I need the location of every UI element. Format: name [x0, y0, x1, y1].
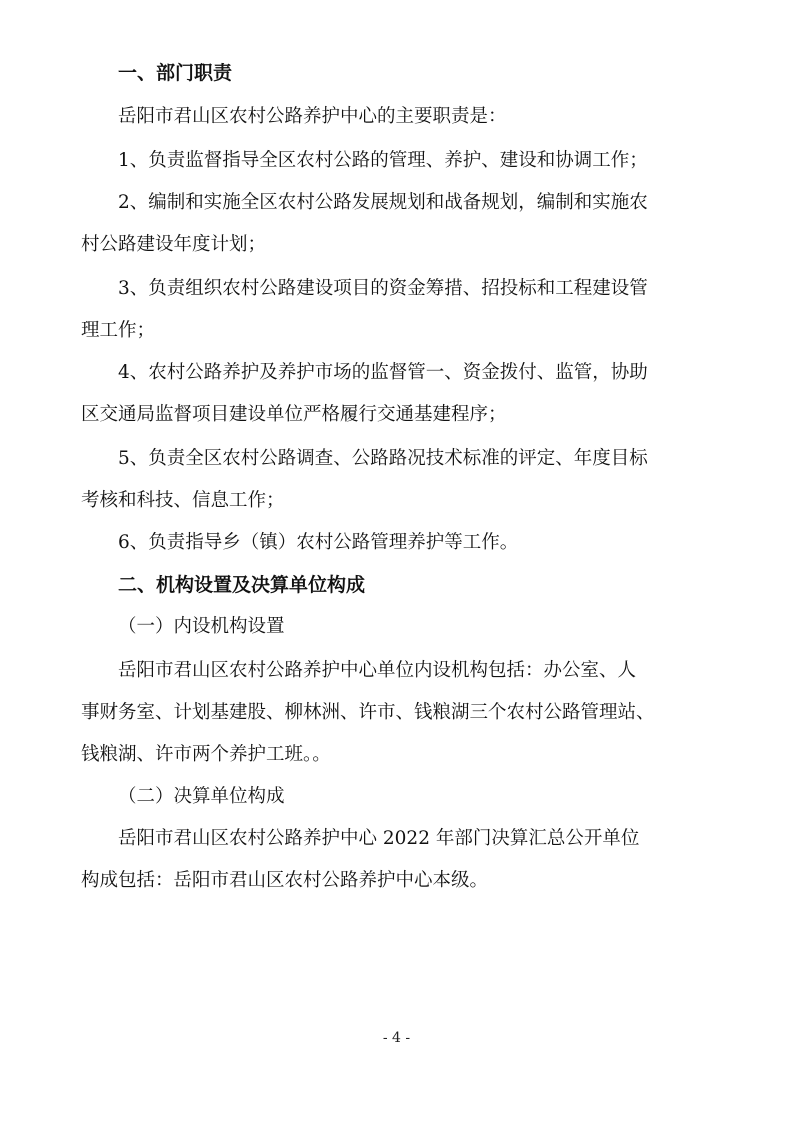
subsection-1-line-3: 钱粮湖、许市两个养护工班。。 [81, 744, 331, 765]
subsection-1-line-1: 岳阳市君山区农村公路养护中心单位内设机构包括：办公室、人 [118, 660, 637, 681]
section-1-heading: 一、部门职责 [118, 62, 233, 84]
duty-line-4b: 区交通局监督项目建设单位严格履行交通基建程序； [81, 404, 507, 425]
section-1-intro: 岳阳市君山区农村公路养护中心的主要职责是： [118, 106, 507, 127]
duty-line-5a: 5、负责全区农村公路调查、公路路况技术标准的评定、年度目标 [118, 448, 648, 469]
duty-line-3b: 理工作； [81, 320, 156, 341]
subsection-2-title: （二）决算单位构成 [118, 786, 285, 807]
duty-line-2b: 村公路建设年度计划； [81, 234, 267, 255]
subsection-1-line-2: 事财务室、计划基建股、柳林洲、许市、钱粮湖三个农村公路管理站、 [81, 702, 655, 723]
duty-line-5b: 考核和科技、信息工作； [81, 490, 285, 511]
subsection-2-line-1: 岳阳市君山区农村公路养护中心 2022 年部门决算汇总公开单位 [118, 828, 640, 849]
duty-line-2a: 2、编制和实施全区农村公路发展规划和战备规划，编制和实施农 [118, 192, 648, 213]
section-2-heading: 二、机构设置及决算单位构成 [118, 574, 366, 596]
duty-line-3a: 3、负责组织农村公路建设项目的资金筹措、招投标和工程建设管 [118, 278, 648, 299]
duty-line-6: 6、负责指导乡（镇）农村公路管理养护等工作。 [118, 532, 519, 553]
duty-line-1: 1、负责监督指导全区农村公路的管理、养护、建设和协调工作； [118, 150, 648, 171]
page-number: - 4 - [382, 1030, 411, 1046]
duty-line-4a: 4、农村公路养护及养护市场的监督管一、资金拨付、监管，协助 [118, 362, 648, 383]
subsection-1-title: （一）内设机构设置 [118, 616, 285, 637]
subsection-2-line-2: 构成包括：岳阳市君山区农村公路养护中心本级。 [81, 870, 489, 891]
